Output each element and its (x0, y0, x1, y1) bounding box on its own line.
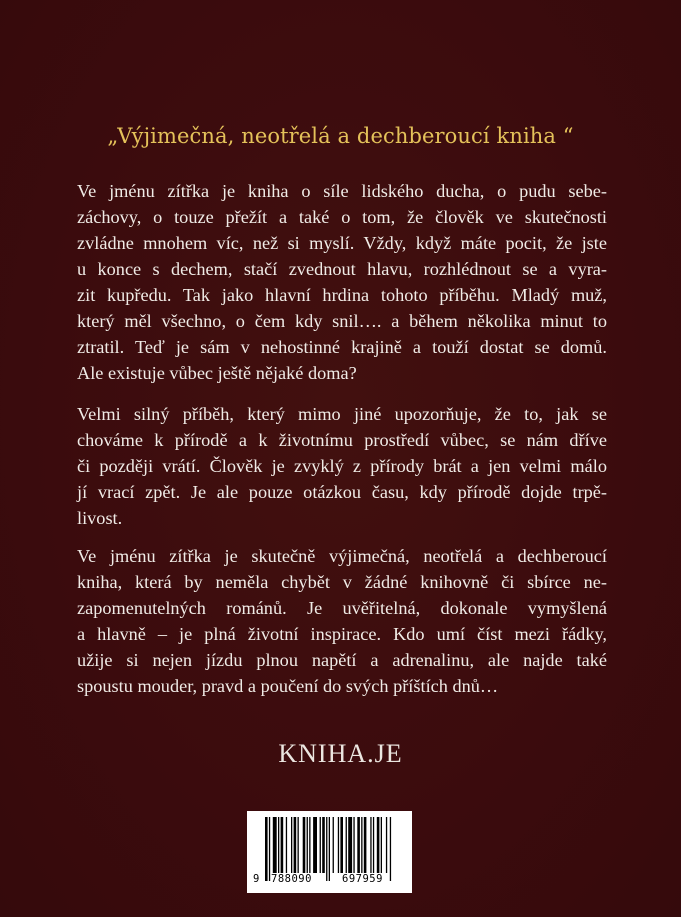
description-paragraph-1 (77, 178, 607, 386)
barcode-bar (370, 817, 371, 873)
barcode-bar (294, 817, 297, 873)
barcode-bar (333, 817, 334, 873)
barcode-bar (281, 817, 284, 873)
publisher-logo: KNIHA.JE (278, 739, 403, 768)
paragraph-line: zvládne mnohem víc, než si myslí. Vždy, když máte pocit, že jste (77, 233, 607, 253)
barcode-right-group: 697959 (342, 873, 383, 885)
barcode-bar (353, 817, 354, 873)
barcode-bar (309, 817, 310, 873)
cover-quote: „Výjimečná, neotřelá a dechberoucí kniha “ (107, 124, 574, 148)
paragraph-line: zit kupředu. Tak jako hlavní hrdina tohoto příběhu. Mladý muž, (77, 285, 607, 305)
paragraph-line: livost. (77, 508, 123, 528)
barcode-bar (340, 817, 343, 873)
paragraph-line: spoustu mouder, pravd a poučení do svých příštích dnů… (77, 676, 499, 696)
barcode-bar (265, 817, 268, 881)
paragraph-line: který měl všechno, o čem kdy snil…. a během několika minut to (77, 311, 607, 331)
paragraph-line: záchovy, o touze přežít a také o tom, že člověk ve skutečnosti (77, 207, 607, 227)
barcode-bar (269, 817, 270, 881)
barcode-bar (377, 817, 380, 873)
paragraph-line: a hlavně – je plná životní inspirace. Kdo umí číst mezi řádky, (77, 624, 607, 644)
barcode-bar (322, 817, 325, 873)
paragraph-line: Ve jménu zítřka je kniha o síle lidského ducha, o pudu sebe- (77, 181, 607, 201)
description-paragraph-3 (77, 543, 607, 699)
barcode-left-group: 788090 (271, 873, 312, 885)
description-paragraph-2 (77, 401, 607, 531)
barcode-bar (381, 817, 382, 873)
barcode-bar (346, 817, 347, 873)
paragraph-line: jí vrací zpět. Je ale pouze otázkou času, kdy přírodě dojde trpě- (77, 482, 607, 502)
paragraph-line: kniha, která by neměla chybět v žádné knihovně či sbírce ne- (77, 572, 607, 592)
barcode-bar (361, 817, 362, 873)
paragraph-line: užije si nejen jízdu plnou napětí a adrenalinu, ale najde také (77, 650, 607, 670)
paragraph-line: či později vrátí. Člověk je zvyklý z přírody brát a jen velmi málo (77, 456, 607, 476)
barcode-bar (278, 817, 279, 873)
isbn-barcode (247, 811, 412, 893)
barcode-bar (307, 817, 308, 873)
barcode-bar (357, 817, 360, 873)
barcode-bar (313, 817, 317, 873)
barcode-bar (364, 817, 367, 873)
barcode-bar (348, 817, 352, 873)
barcode-bar (373, 817, 374, 873)
barcode-bar (273, 817, 277, 873)
barcode-bar (291, 817, 292, 873)
barcode-bar (298, 817, 299, 873)
barcode-bar (390, 817, 391, 881)
paragraph-line: chováme k přírodě a k životnímu prostředí vůbec, se nám dříve (77, 430, 607, 450)
barcode-bar (286, 817, 287, 873)
barcode-bar (320, 817, 321, 873)
barcode-bar (338, 817, 339, 873)
barcode-bar (329, 817, 330, 881)
paragraph-line: Velmi silný příběh, který mimo jiné upozorňuje, že to, jak se (77, 404, 607, 424)
barcode-bar (303, 817, 306, 873)
paragraph-line: ztratil. Teď je sám v nehostinné krajině a touží dostat se domů. (77, 337, 607, 357)
paragraph-line: Ale existuje vůbec ještě nějaké doma? (77, 363, 357, 383)
paragraph-line: u konce s dechem, stačí zvednout hlavu, rozhlédnout se a vyra- (77, 259, 607, 279)
barcode-bar (386, 817, 387, 873)
paragraph-line: Ve jménu zítřka je skutečně výjimečná, neotřelá a dechberoucí (77, 546, 607, 566)
barcode-first-digit: 9 (253, 873, 260, 885)
barcode-bar (326, 817, 327, 881)
paragraph-line: zapomenutelných románů. Je uvěřitelná, dokonale vymyšlená (77, 598, 607, 618)
